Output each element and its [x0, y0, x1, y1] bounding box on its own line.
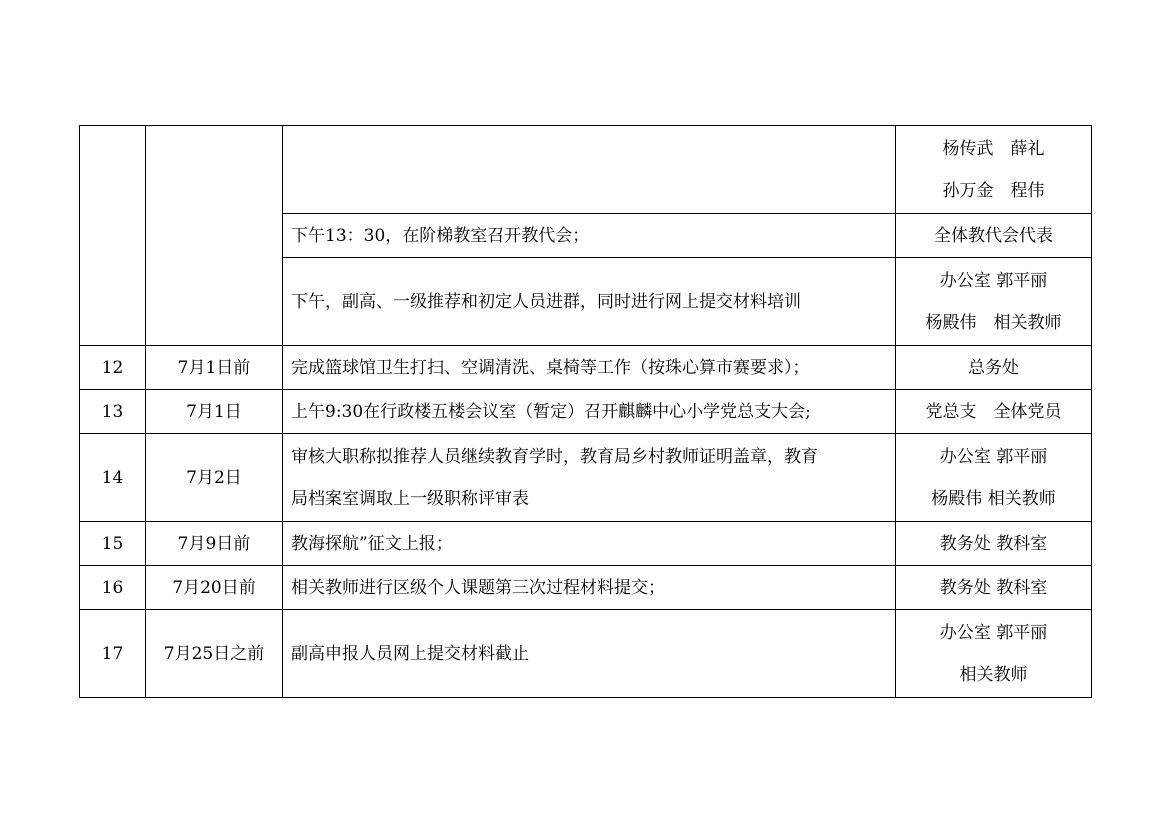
- person-line: 办公室 郭平丽: [939, 622, 1048, 643]
- row-number-cell: 16: [80, 566, 146, 610]
- row-date-cell: 7月2日: [146, 434, 283, 522]
- row-task-cell: [283, 126, 896, 214]
- row-date-cell: 7月9日前: [146, 522, 283, 566]
- task-line: 上午9:30在行政楼五楼会议室（暂定）召开麒麟中心小学党总支大会;: [291, 401, 811, 422]
- person-line: 杨殿伟 相关教师: [925, 312, 1062, 333]
- row-number-cell: 13: [80, 390, 146, 434]
- person-line: 党总支 全体党员: [925, 401, 1062, 422]
- task-line: 下午，副高、一级推荐和初定人员进群，同时进行网上提交材料培训: [291, 291, 801, 312]
- row-task-cell: [283, 214, 896, 258]
- row-number-cell: [80, 126, 146, 346]
- row-task-cell: [283, 434, 896, 522]
- row-date-cell: 7月1日: [146, 390, 283, 434]
- row-task-cell: [283, 258, 896, 346]
- row-date-cell: [146, 126, 283, 346]
- row-number-cell: 17: [80, 610, 146, 698]
- row-person-cell: [896, 434, 1092, 522]
- row-number-cell: 15: [80, 522, 146, 566]
- row-person-cell: [896, 258, 1092, 346]
- table-row: [80, 610, 1092, 698]
- schedule-table: [79, 125, 1092, 698]
- row-number-cell: 14: [80, 434, 146, 522]
- person-line: 全体教代会代表: [934, 225, 1053, 246]
- person-line: 教务处 教科室: [939, 533, 1048, 554]
- task-line: 下午13：30，在阶梯教室召开教代会；: [291, 225, 590, 246]
- person-line: 办公室 郭平丽: [939, 446, 1048, 467]
- task-line: 教海探航”征文上报；: [291, 533, 453, 554]
- person-line: 办公室 郭平丽: [939, 270, 1048, 291]
- row-person-cell: [896, 390, 1092, 434]
- person-line: 孙万金 程伟: [942, 180, 1045, 201]
- row-date-cell: 7月1日前: [146, 346, 283, 390]
- row-task-cell: [283, 610, 896, 698]
- row-person-cell: [896, 566, 1092, 610]
- table-row: [80, 390, 1092, 434]
- table-row: [80, 434, 1092, 522]
- row-date-cell: 7月25日之前: [146, 610, 283, 698]
- table-row: [80, 566, 1092, 610]
- person-line: 教务处 教科室: [939, 577, 1048, 598]
- task-line: 完成篮球馆卫生打扫、空调清洗、桌椅等工作（按珠心算市赛要求）；: [291, 357, 810, 378]
- row-person-cell: [896, 126, 1092, 214]
- row-person-cell: [896, 214, 1092, 258]
- row-task-cell: [283, 566, 896, 610]
- person-line: 杨殿伟 相关教师: [931, 488, 1056, 509]
- row-task-cell: [283, 346, 896, 390]
- row-date-cell: 7月20日前: [146, 566, 283, 610]
- row-task-cell: [283, 522, 896, 566]
- task-line: 局档案室调取上一级职称评审表: [291, 488, 529, 509]
- row-person-cell: [896, 610, 1092, 698]
- schedule-sheet: [79, 125, 1092, 698]
- table-row: [80, 346, 1092, 390]
- row-task-cell: [283, 390, 896, 434]
- task-line: 副高申报人员网上提交材料截止: [291, 643, 529, 664]
- task-line: 审核大职称拟推荐人员继续教育学时，教育局乡村教师证明盖章，教育: [291, 446, 818, 467]
- row-number-cell: 12: [80, 346, 146, 390]
- table-row: [80, 522, 1092, 566]
- row-person-cell: [896, 522, 1092, 566]
- person-line: 杨传武 薛礼: [942, 138, 1045, 159]
- table-row: [80, 126, 1092, 214]
- person-line: 相关教师: [959, 664, 1028, 685]
- person-line: 总务处: [968, 357, 1019, 378]
- task-line: 相关教师进行区级个人课题第三次过程材料提交；: [291, 577, 665, 598]
- row-person-cell: [896, 346, 1092, 390]
